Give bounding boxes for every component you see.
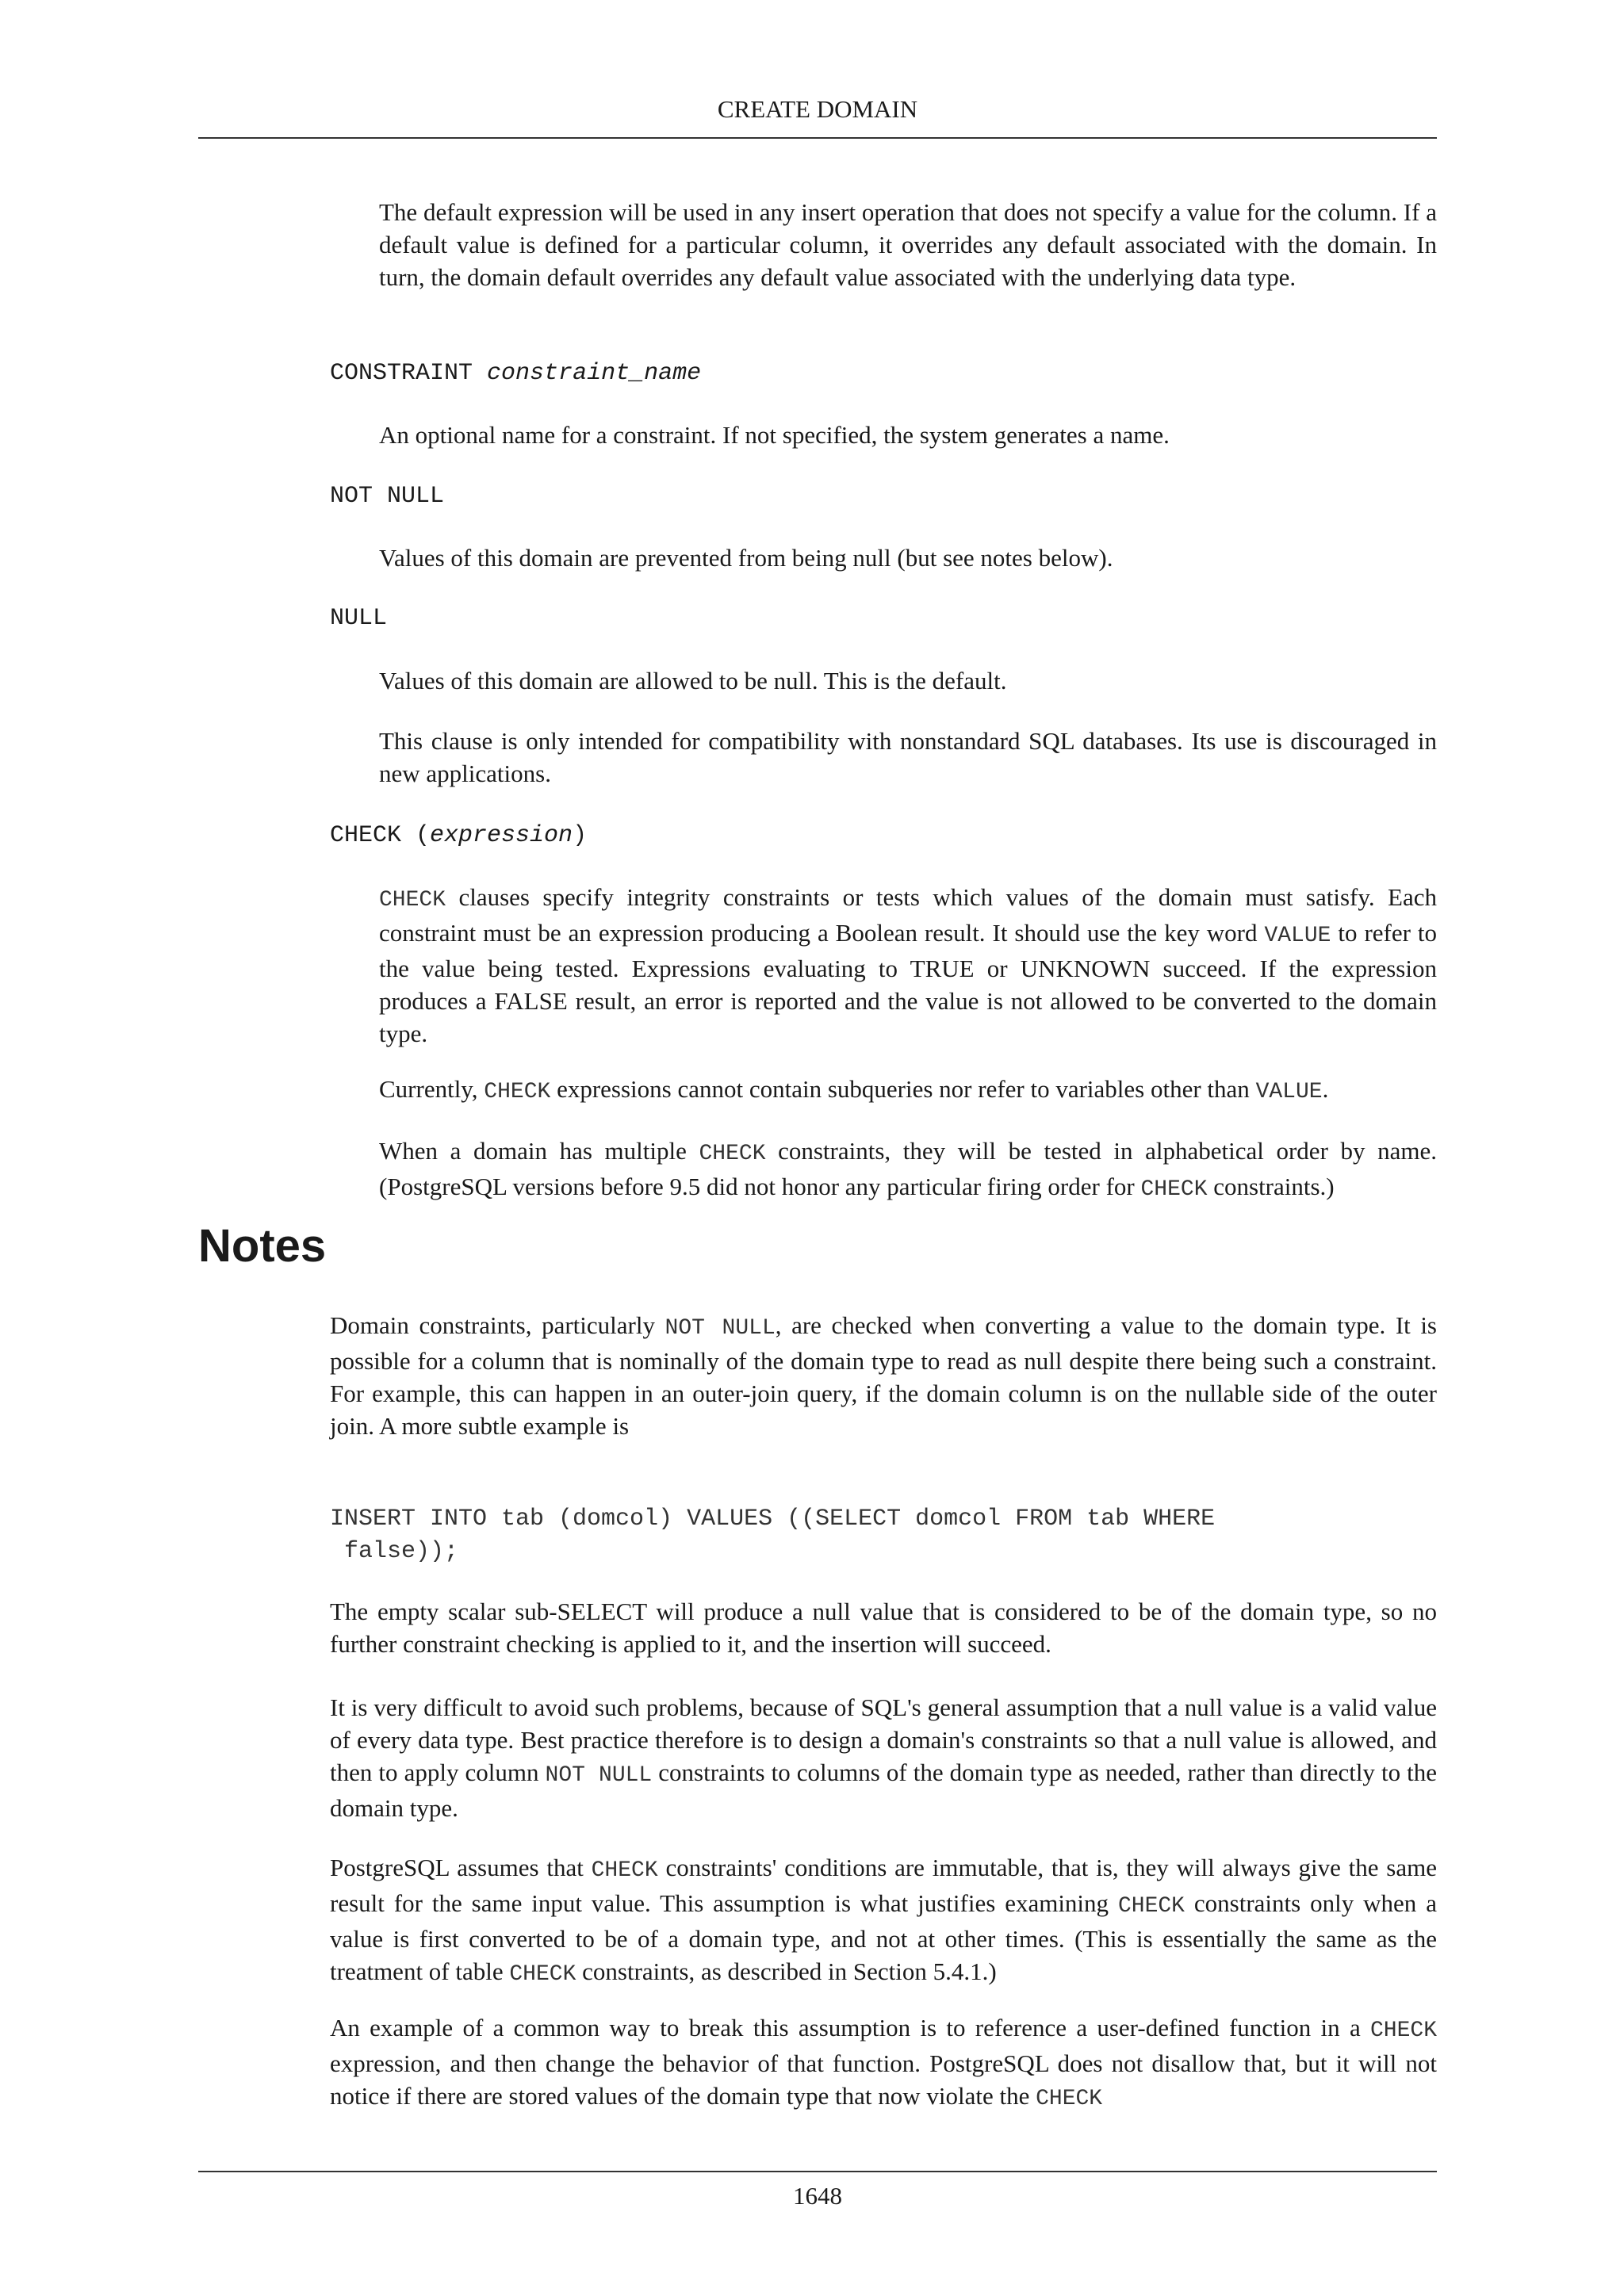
text-run: Currently,	[379, 1075, 485, 1103]
check-term	[330, 820, 587, 851]
inline-code: CHECK	[509, 1962, 576, 1987]
text-run: constraints to columns of the domain type as needed, rather than directly to the domain type.	[330, 1758, 1437, 1822]
page-header: CREATE DOMAIN	[717, 95, 918, 123]
default-description: The default expression will be used in any insert operation that does not specify a value for the column. If a default value is defined for a particular column, it overrides any default associated with the domain. In turn, the domain default overrides any default value associated with the underlying data type.	[379, 198, 1437, 291]
inline-code: CHECK	[1140, 1177, 1208, 1202]
text-run: It is very difficult to avoid such problems, because of SQL's general assumption that a null value is a valid value of every data type. Best practice therefore is to design a domain's constraints so that a null value is allowed, and then to apply column	[330, 1693, 1437, 1786]
notes-paragraph-4	[330, 1851, 1437, 1991]
constraint-description: An optional name for a constraint. If not specified, the system generates a name.	[379, 421, 1170, 449]
inline-code: CHECK	[1117, 1894, 1185, 1919]
inline-code: NOT NULL	[665, 1316, 776, 1341]
notes-paragraph-2: The empty scalar sub-SELECT will produce a null value that is considered to be of the domain type, so no further constraint checking is applied to it, and the insertion will succeed.	[330, 1598, 1437, 1658]
header-rule	[198, 137, 1437, 139]
notes-paragraph-5	[330, 2011, 1437, 2115]
check-close-paren: )	[573, 822, 588, 849]
text-run: constraints.)	[1207, 1173, 1335, 1200]
text-run: , are checked when converting a value to the domain type. It is possible for a column that is nominally of the domain type to read as null despite there being such a constraint. For example, this can happen in an outer-join query, if the domain column is on the nullable side of the outer join. A more subtle example is	[330, 1311, 1438, 1440]
inline-code: CHECK	[699, 1142, 766, 1166]
check-firing-order	[379, 1135, 1437, 1206]
inline-code: CHECK	[1369, 2019, 1437, 2043]
text-run: constraints, they will be tested in alphabetical order by name. (PostgreSQL versions before 9.5 did not honor any particular firing order for	[379, 1137, 1437, 1200]
check-description	[379, 881, 1437, 1050]
text-run: PostgreSQL assumes that	[330, 1854, 592, 1881]
not-null-term: NOT NULL	[330, 483, 445, 510]
text-run: to refer to the value being tested. Expressions evaluating to TRUE or UNKNOWN succeed. If the expression produces a FALSE result, an error is reported and the value is not allowed to be converted to the domain type.	[379, 919, 1437, 1047]
constraint-term	[330, 358, 701, 389]
constraint-keyword: CONSTRAINT	[330, 360, 488, 387]
inline-code: VALUE	[1255, 1080, 1323, 1104]
constraint-param: constraint_name	[487, 360, 702, 387]
null-term: NULL	[330, 605, 388, 632]
check-keyword: CHECK (	[330, 822, 431, 849]
check-current-limitation	[379, 1073, 1437, 1108]
text-run: constraints' conditions are immutable, that is, they will always give the same result for the same input value. This assumption is what justifies examining	[330, 1854, 1437, 1917]
inline-code: CHECK	[591, 1858, 658, 1883]
inline-code: CHECK	[1036, 2087, 1103, 2111]
footer-rule	[198, 2171, 1437, 2172]
text-run: expressions cannot contain subqueries nor refer to variables other than	[550, 1075, 1256, 1103]
inline-code: CHECK	[379, 888, 446, 913]
text-run: constraints only when a value is first converted to be of a domain type, and not at other times. (This is essentially the same as the treatment of table	[330, 1889, 1437, 1985]
notes-paragraph-3	[330, 1691, 1437, 1824]
inline-code: VALUE	[1264, 924, 1331, 948]
text-run: An example of a common way to break this assumption is to reference a user-defined function in a	[330, 2014, 1370, 2042]
code-example: INSERT INTO tab (domcol) VALUES ((SELECT domcol FROM tab WHERE false));	[330, 1506, 1216, 1565]
text-run: .	[1322, 1075, 1329, 1103]
null-description: Values of this domain are allowed to be null. This is the default.	[379, 667, 1007, 695]
inline-code: CHECK	[484, 1080, 551, 1104]
text-run: When a domain has multiple	[379, 1137, 699, 1165]
notes-heading: Notes	[198, 1220, 327, 1272]
text-run: expression, and then change the behavior of that function. PostgreSQL does not disallow that, but it will not notice if there are stored values of the domain type that now violate the	[330, 2049, 1437, 2110]
text-run: clauses specify integrity constraints or tests which values of the domain must satisfy. Each constraint must be an expression producing a Boolean result. It should use the key word	[379, 883, 1437, 947]
null-compatibility-note: This clause is only intended for compatibility with nonstandard SQL databases. Its use is discouraged in new applications.	[379, 727, 1437, 787]
text-run: constraints, as described in Section 5.4.1.)	[576, 1957, 997, 1985]
notes-paragraph-1	[330, 1309, 1437, 1442]
not-null-description: Values of this domain are prevented from being null (but see notes below).	[379, 544, 1113, 572]
page-number: 1648	[793, 2182, 842, 2210]
inline-code: NOT NULL	[545, 1763, 653, 1788]
check-param: expression	[430, 822, 573, 849]
text-run: Domain constraints, particularly	[330, 1311, 665, 1339]
